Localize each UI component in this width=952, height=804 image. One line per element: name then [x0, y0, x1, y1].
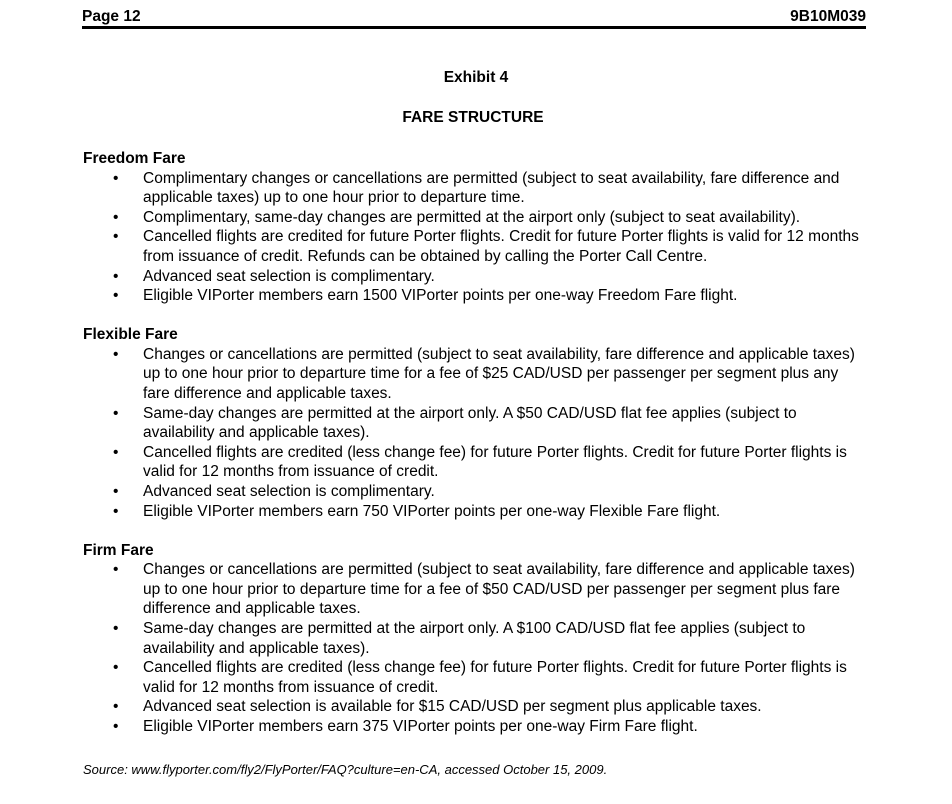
list-item: • Changes or cancellations are permitted (subject to seat availability, fare difference and applicable taxes) up to one hour prior to departure time for a fee of $25 CAD/USD per passenger per segment plus any fare difference and applicable taxes.: [83, 345, 873, 404]
list-item: • Complimentary, same-day changes are permitted at the airport only (subject to seat availability).: [83, 208, 873, 228]
list-item: • Advanced seat selection is complimentary.: [83, 482, 873, 502]
source-note: Source: www.flyporter.com/fly2/FlyPorter/FAQ?culture=en-CA, accessed October 15, 2009.: [83, 762, 608, 777]
section-firm-fare: [83, 541, 873, 737]
list-item: • Eligible VIPorter members earn 750 VIPorter points per one-way Flexible Fare flight.: [83, 502, 873, 522]
list-item: • Same-day changes are permitted at the airport only. A $100 CAD/USD flat fee applies (subject to availability and applicable taxes).: [83, 619, 873, 658]
list-item: • Changes or cancellations are permitted (subject to seat availability, fare difference and applicable taxes) up to one hour prior to departure time for a fee of $50 CAD/USD per passenger per segment plus fare difference and applicable taxes.: [83, 560, 873, 619]
section-title: Firm Fare: [83, 541, 154, 559]
section-flexible-fare: [83, 325, 873, 521]
fare-sections: [83, 149, 873, 737]
page-number: Page 12: [82, 8, 141, 25]
page-header: [82, 4, 866, 29]
list-item: • Cancelled flights are credited (less change fee) for future Porter flights. Credit for future Porter flights is valid for 12 months from issuance of credit.: [83, 658, 873, 697]
section-title: Freedom Fare: [83, 150, 186, 167]
list-item: • Complimentary changes or cancellations are permitted (subject to seat availability, fare difference and applicable taxes) up to one hour prior to departure time.: [83, 169, 873, 208]
list-item: • Eligible VIPorter members earn 1500 VIPorter points per one-way Freedom Fare flight.: [83, 286, 873, 306]
list-item: • Advanced seat selection is complimentary.: [83, 267, 873, 287]
exhibit-label: Exhibit 4: [443, 69, 509, 86]
list-item: • Cancelled flights are credited (less change fee) for future Porter flights. Credit for future Porter flights is valid for 12 months from issuance of credit.: [83, 443, 873, 482]
section-title: Flexible Fare: [83, 326, 178, 344]
list-item: • Eligible VIPorter members earn 375 VIPorter points per one-way Firm Fare flight.: [83, 717, 873, 737]
bullet-list: [83, 345, 873, 521]
bullet-list: [83, 560, 873, 736]
list-item: • Same-day changes are permitted at the airport only. A $50 CAD/USD flat fee applies (subject to availability and applicable taxes).: [83, 404, 873, 443]
document-code: 9B10M039: [790, 8, 866, 25]
list-item: • Advanced seat selection is available for $15 CAD/USD per segment plus applicable taxes.: [83, 697, 873, 717]
exhibit-title: FARE STRUCTURE: [402, 109, 544, 126]
list-item: • Cancelled flights are credited for future Porter flights. Credit for future Porter flights is valid for 12 months from issuance of credit. Refunds can be obtained by calling the Porter Call Centre.: [83, 227, 873, 266]
bullet-list: [83, 169, 873, 306]
section-freedom-fare: [83, 149, 873, 306]
